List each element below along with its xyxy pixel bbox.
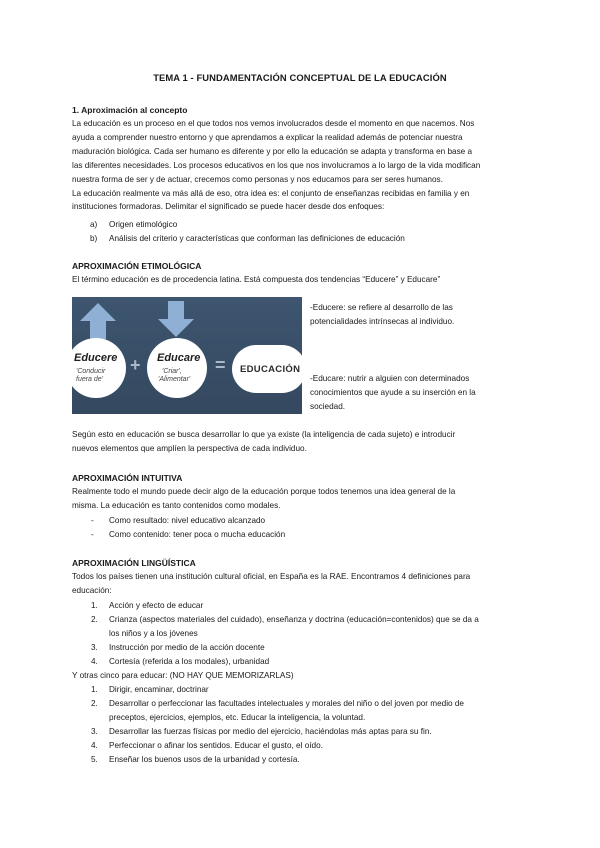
text-line: potencialidades intrínsecas al individuo. (310, 317, 455, 326)
section-heading-intuitiva: APROXIMACIÓN INTUITIVA (72, 473, 183, 483)
text-line: conocimientos que ayude a su inserción en la (310, 388, 476, 397)
educere-definition (310, 301, 540, 329)
text-line: nuevos elementos que amplíen la perspectiva de cada individuo. (72, 443, 307, 453)
list-item: Desarrollar las fuerzas físicas por medio del ejercicio, haciéndolas más aptas para su fin. (109, 727, 432, 736)
section-heading-linguistica: APROXIMACIÓN LINGÜÍSTICA (72, 558, 196, 568)
document-title: TEMA 1 - FUNDAMENTACIÓN CONCEPTUAL DE LA EDUCACIÓN (153, 72, 447, 83)
text-line: -Educare: nutrir a alguien con determinados (310, 374, 470, 383)
list-item: Como resultado: nivel educativo alcanzado (109, 516, 266, 525)
text-line: Realmente todo el mundo puede decir algo de la educación porque todos tenemos una idea general de la (72, 487, 456, 496)
text-line: nuestra forma de ser y de actuar, crecemos como personas y nos educamos para ser seres humanos. (72, 174, 443, 184)
text-line: instituciones formadoras. Delimitar el significado se puede hacer desde dos enfoques: (72, 202, 385, 212)
list-item: Perfeccionar o afinar los sentidos. Educar el gusto, el oído. (109, 741, 323, 750)
list-marker: 5. (91, 755, 98, 764)
list-item: Cortesía (referida a los modales), urbanidad (109, 657, 270, 666)
text-line: educación: (72, 585, 112, 595)
educacion-result: EDUCACIÓN (240, 364, 301, 375)
list-item: Como contenido: tener poca o mucha educación (109, 530, 286, 539)
plus-sign: + (130, 355, 141, 375)
list-marker: b) (90, 234, 98, 243)
arrow-down-icon (156, 299, 196, 339)
list-marker: 4. (91, 741, 98, 750)
paragraph-intuitiva (72, 485, 542, 513)
list-item: Enseñar los buenos usos de la urbanidad y cortesía. (109, 755, 300, 764)
list-item: Origen etimológico (109, 220, 178, 229)
text-line: La educación realmente va más allá de eso, otra idea es: el conjunto de enseñanzas recibidas en familia y en (72, 188, 470, 198)
educare-title: Educare (157, 352, 201, 364)
educare-definition (310, 372, 540, 414)
list-marker: - (91, 530, 94, 539)
educere-subtitle: fuera de' (76, 376, 104, 383)
text-line: ayuda a comprender nuestro entorno y que aprendamos a explicar la realidad además de potenciar nuestra (72, 132, 463, 142)
educare-subtitle: 'Alimentar' (158, 376, 191, 383)
list-item: Instrucción por medio de la acción docente (109, 643, 265, 652)
list-marker: a) (90, 220, 98, 229)
paragraph-etimologica-intro: El término educación es de procedencia latina. Está compuesta dos tendencias “Educere” y Educare” (72, 275, 441, 284)
list-item-continuation: los niños y a los jóvenes (109, 629, 198, 638)
list-marker: 3. (91, 643, 98, 652)
paragraph-etimologica-conclusion (72, 428, 542, 456)
educere-title: Educere (74, 352, 118, 364)
paragraph-linguistica-educar: Y otras cinco para educar: (NO HAY QUE MEMORIZARLAS) (72, 671, 294, 680)
list-marker: 2. (91, 699, 98, 708)
educare-subtitle: 'Criar', (162, 368, 182, 375)
text-line: las diferentes necesidades. Los procesos educativos en los que nos involucramos a lo largo de la vida modifican (72, 160, 481, 170)
list-item: Acción y efecto de educar (109, 601, 204, 610)
text-line: La educación es un proceso en el que todos nos vemos involucrados desde el momento en que nacemos. Nos (72, 119, 475, 128)
arrow-up-icon (78, 301, 118, 341)
list-item: Desarrollar o perfeccionar las facultades intelectuales y morales del niño o del joven por medio de (109, 699, 464, 708)
text-line: -Educere: se refiere al desarrollo de las (310, 303, 453, 312)
etymology-diagram (72, 297, 302, 414)
list-marker: 4. (91, 657, 98, 666)
text-line: misma. La educación es tanto contenidos como modales. (72, 500, 281, 510)
list-marker: 1. (91, 685, 98, 694)
list-marker: 1. (91, 601, 98, 610)
paragraph-concepto (72, 117, 542, 214)
text-line: sociedad. (310, 402, 346, 411)
paragraph-linguistica (72, 570, 542, 598)
list-marker: 3. (91, 727, 98, 736)
list-item: Crianza (aspectos materiales del cuidado), enseñanza y doctrina (educación=contenidos) que se da a (109, 615, 479, 624)
text-line: Según esto en educación se busca desarrollar lo que ya existe (la inteligencia de cada sujeto) e introducir (72, 430, 456, 439)
list-item-continuation: preceptos, ejercicios, ejemplos, etc. Educar la inteligencia, la voluntad. (109, 713, 366, 722)
list-item: Análisis del criterio y características que conforman las definiciones de educación (109, 234, 405, 243)
text-line: maduración biológica. Cada ser humano es diferente y por ello la educación se adapta y transforma en base a (72, 146, 473, 156)
section-heading-concepto: 1. Aproximación al concepto (72, 105, 188, 115)
section-heading-etimologica: APROXIMACIÓN ETIMOLÓGICA (72, 261, 202, 271)
list-item: Dirigir, encaminar, doctrinar (109, 685, 209, 694)
equals-sign: = (215, 355, 226, 375)
list-marker: 2. (91, 615, 98, 624)
text-line: Todos los países tienen una institución cultural oficial, en España es la RAE. Encontramos 4 definiciones para (72, 572, 471, 581)
educere-subtitle: 'Conducir (76, 368, 106, 375)
list-marker: - (91, 516, 94, 525)
